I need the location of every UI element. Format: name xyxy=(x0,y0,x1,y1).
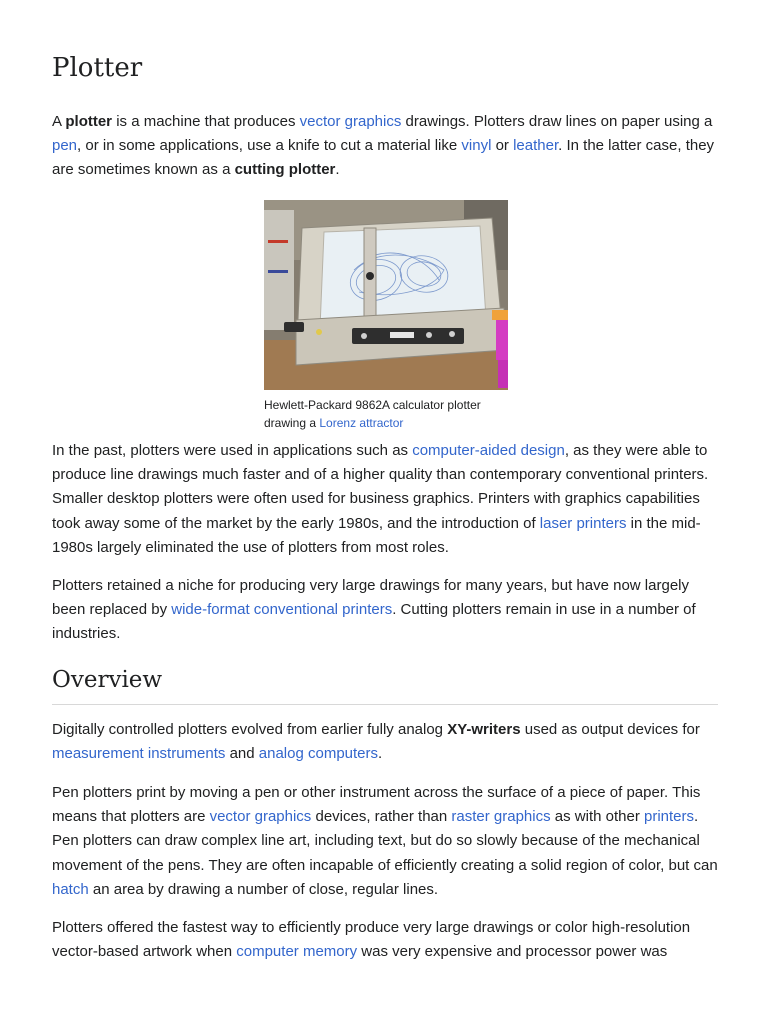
figure-caption xyxy=(264,396,508,432)
link-measurement-instruments[interactable]: measurement instruments xyxy=(52,745,226,763)
link-wide-format-printers[interactable]: wide-format conventional printers xyxy=(171,601,393,619)
text: devices, rather than xyxy=(311,808,452,826)
overview-paragraph-2 xyxy=(52,781,718,902)
link-pen[interactable]: pen xyxy=(52,137,78,155)
text: was very expensive and processor power was xyxy=(357,943,668,961)
link-vector-graphics[interactable]: vector graphics xyxy=(299,113,402,130)
text: used as output devices for xyxy=(520,721,700,738)
caption-text: Hewlett-Packard 9862A calculator plotter drawing a xyxy=(264,398,481,430)
link-lorenz-attractor[interactable]: Lorenz attractor xyxy=(319,416,404,430)
link-raster-graphics[interactable]: raster graphics xyxy=(451,808,551,826)
text: an area by drawing a number of close, regular lines. xyxy=(88,880,439,898)
text: , as they were able to produce line drawings much faster and of a higher quality than contemporary conventional printers. Smaller desktop plotters were often used for business graphics. Printers with graphics capabilities took away some of the market by the early 1980s, and the introduction of xyxy=(52,442,709,532)
text: . Pen plotters can draw complex line art, including text, but do so slowly because of the mechanical movement of the pens. They are often incapable of efficiently creating a solid region of color, but can xyxy=(52,808,718,874)
text: , or in some applications, use a knife to cut a material like xyxy=(77,137,462,155)
term-plotter: plotter xyxy=(65,113,113,130)
overview-paragraph-3 xyxy=(52,916,718,964)
link-hatch[interactable]: hatch xyxy=(52,880,89,898)
text: is a machine that produces xyxy=(112,113,300,130)
link-analog-computers[interactable]: analog computers xyxy=(258,745,379,763)
page-title: Plotter xyxy=(52,53,143,83)
text: and xyxy=(225,745,259,763)
text: . xyxy=(335,161,340,179)
plotter-photo[interactable] xyxy=(264,200,508,390)
text: Pen plotters print by moving a pen or other instrument across the surface of a piece of paper. This means that plotters are xyxy=(52,784,701,826)
plotter-illustration xyxy=(264,200,508,390)
section-heading-overview: Overview xyxy=(52,664,718,705)
link-printers[interactable]: printers xyxy=(644,808,695,826)
text: drawings. Plotters draw lines on paper using a xyxy=(401,113,713,130)
text: Plotters offered the fastest way to efficiently produce very large drawings or color high-resolution vector-based artwork when xyxy=(52,919,691,961)
text: in the mid-1980s largely eliminated the use of plotters from most roles. xyxy=(52,514,701,556)
link-laser-printers[interactable]: laser printers xyxy=(539,514,627,532)
text: Plotters retained a niche for producing very large drawings for many years, but have now largely been replaced by xyxy=(52,577,689,619)
link-computer-memory[interactable]: computer memory xyxy=(236,943,358,961)
text: or xyxy=(491,137,514,155)
link-vector-graphics-2[interactable]: vector graphics xyxy=(209,808,312,826)
text: Digitally controlled plotters evolved from earlier fully analog xyxy=(52,721,448,738)
text: In the past, plotters were used in applications such as xyxy=(52,442,413,459)
link-vinyl[interactable]: vinyl xyxy=(461,137,492,155)
intro-paragraph-3 xyxy=(52,574,718,647)
intro-paragraph-1 xyxy=(52,110,718,183)
link-computer-aided-design[interactable]: computer-aided design xyxy=(412,442,565,459)
term-xy-writers: XY-writers xyxy=(447,721,521,738)
link-leather[interactable]: leather xyxy=(513,137,559,155)
text: . xyxy=(378,745,383,763)
overview-paragraph-1 xyxy=(52,718,718,766)
figure-plotter xyxy=(264,200,508,432)
text: . Cutting plotters remain in use in a number of industries. xyxy=(52,601,696,643)
intro-paragraph-2 xyxy=(52,439,718,560)
term-cutting-plotter: cutting plotter xyxy=(234,161,336,179)
text: A xyxy=(52,113,66,130)
text: . In the latter case, they are sometimes known as a xyxy=(52,137,715,179)
text: as with other xyxy=(550,808,644,826)
